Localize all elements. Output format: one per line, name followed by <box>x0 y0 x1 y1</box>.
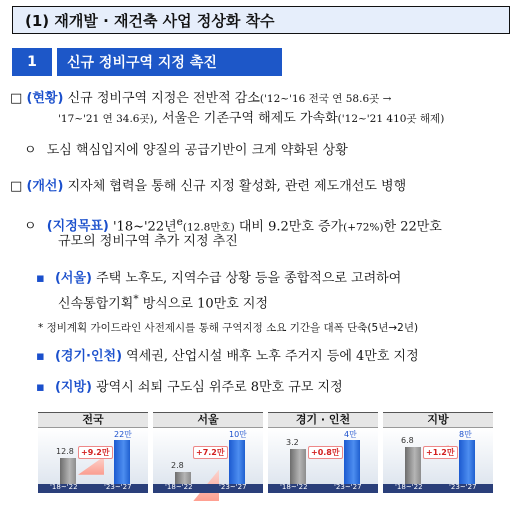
increase-label: +1.2만 <box>423 446 458 459</box>
circle-bullet-icon: ㅇ <box>24 143 37 158</box>
status-text: 신규 정비구역 지정은 전반적 감소 <box>67 91 260 106</box>
bar-previous <box>290 449 306 484</box>
status-note-2: '17~'21 연 34.6곳) <box>58 113 154 125</box>
charts-row <box>38 412 498 492</box>
target-label: (지정목표) <box>46 219 109 235</box>
chart-title: 전국 <box>38 413 148 428</box>
seoul-method: 신속통합기획 <box>58 296 134 312</box>
improvement-text: 지자체 협력을 통해 신규 지정 활성화, 관련 제도개선도 병행 <box>67 179 407 194</box>
value-label-previous: 12.8 <box>56 447 74 457</box>
bar-target <box>344 440 360 484</box>
seoul-text-2: 방식으로 10만호 지정 <box>138 296 269 312</box>
value-label-target: 22만 <box>114 430 132 439</box>
seoul-line2 <box>58 290 268 313</box>
target-estimate-mark: e <box>176 216 183 228</box>
section-title <box>12 6 510 34</box>
chart-title: 경기 · 인천 <box>268 413 378 428</box>
value-label-previous: 2.8 <box>171 460 184 470</box>
subsection-title: 신규 정비구역 지정 촉진 <box>57 48 282 76</box>
axis-tick-label: '18~'22 <box>50 483 78 491</box>
chart <box>153 412 263 493</box>
target-base: (12.8만호) <box>182 221 235 234</box>
gyeonggi-line <box>36 348 419 366</box>
increase-arrow-icon <box>78 456 104 474</box>
chart-plot <box>38 428 148 484</box>
gyeonggi-text: 역세권, 산업시설 배후 노후 주거지 등에 4만호 지정 <box>126 349 419 364</box>
status-text-2: , 서울은 기존구역 해제도 가속화 <box>153 111 338 126</box>
seoul-label: (서울) <box>54 271 92 286</box>
bar-previous <box>60 458 76 484</box>
value-label-target: 4만 <box>344 430 357 439</box>
increase-label: +9.2만 <box>78 446 113 459</box>
bullet-status-line1 <box>10 90 391 108</box>
bullet-improvement <box>10 178 406 196</box>
axis-tick-label: '23~'27 <box>449 483 477 491</box>
local-label: (지방) <box>54 380 92 395</box>
seoul-footnote-mark: * <box>133 293 139 305</box>
target-increase: 대비 9.2만호 증가 <box>234 219 344 235</box>
target-pct: (+72%) <box>343 221 384 234</box>
subsection-header <box>12 48 282 76</box>
small-square-bullet-icon: ▪ <box>36 349 45 364</box>
status-note-3: ('12~'21 410곳 해제) <box>337 113 445 125</box>
chart-axis <box>383 484 493 493</box>
axis-tick-label: '18~'22 <box>280 483 308 491</box>
chart-axis <box>268 484 378 493</box>
gyeonggi-label: (경기·인천) <box>54 349 123 364</box>
status-label: (현황) <box>26 91 64 106</box>
small-square-bullet-icon: ▪ <box>36 380 45 395</box>
bar-previous <box>405 447 421 484</box>
chart <box>268 412 378 493</box>
axis-tick-label: '23~'27 <box>219 483 247 491</box>
target-period: '18~'22년 <box>112 219 177 235</box>
value-label-target: 10만 <box>229 430 247 439</box>
axis-tick-label: '23~'27 <box>104 483 132 491</box>
chart-title: 서울 <box>153 413 263 428</box>
chart <box>38 412 148 493</box>
seoul-text: 주택 노후도, 지역수급 상황 등을 종합적으로 고려하여 <box>96 271 402 286</box>
status-note: ('12~'16 전국 연 58.6곳 → <box>259 93 392 105</box>
value-label-previous: 6.8 <box>401 435 414 445</box>
local-line <box>36 379 343 397</box>
chart-plot <box>383 428 493 484</box>
axis-tick-label: '18~'22 <box>395 483 423 491</box>
section-title-text: (1) 재개발 · 재건축 사업 정상화 착수 <box>25 11 275 30</box>
chart <box>383 412 493 493</box>
local-text: 광역시 쇠퇴 구도심 위주로 8만호 규모 지정 <box>96 380 343 395</box>
seoul-line1 <box>36 270 401 288</box>
status-sub-text: 도심 핵심입지에 양질의 공급기반이 크게 약화된 상황 <box>46 143 348 158</box>
square-bullet-icon: □ <box>10 179 23 194</box>
value-label-previous: 3.2 <box>286 437 299 447</box>
status-sub-bullet <box>24 142 348 160</box>
square-bullet-icon: □ <box>10 91 23 106</box>
bar-target <box>229 440 245 484</box>
value-label-target: 8만 <box>459 430 472 439</box>
chart-plot <box>268 428 378 484</box>
bar-target <box>459 440 475 484</box>
chart-plot <box>153 428 263 484</box>
target-line2 <box>58 233 238 251</box>
increase-label: +0.8만 <box>308 446 343 459</box>
improvement-label: (개선) <box>26 179 64 194</box>
increase-label: +7.2만 <box>193 446 228 459</box>
footnote: * 정비계획 가이드라인 사전제시를 통해 구역지정 소요 기간을 대폭 단축(5년→2년) <box>38 322 419 334</box>
chart-axis <box>153 484 263 493</box>
bar-target <box>114 440 130 484</box>
small-square-bullet-icon: ▪ <box>36 271 45 286</box>
chart-title: 지방 <box>383 413 493 428</box>
axis-tick-label: '23~'27 <box>334 483 362 491</box>
target-text-2: 규모의 정비구역 추가 지정 추진 <box>58 234 238 249</box>
target-total: 한 22만호 <box>383 219 442 235</box>
axis-tick-label: '18~'22 <box>165 483 193 491</box>
chart-axis <box>38 484 148 493</box>
circle-bullet-icon: ㅇ <box>24 219 37 235</box>
bullet-status-line2 <box>58 110 444 128</box>
subsection-number: 1 <box>12 48 52 76</box>
